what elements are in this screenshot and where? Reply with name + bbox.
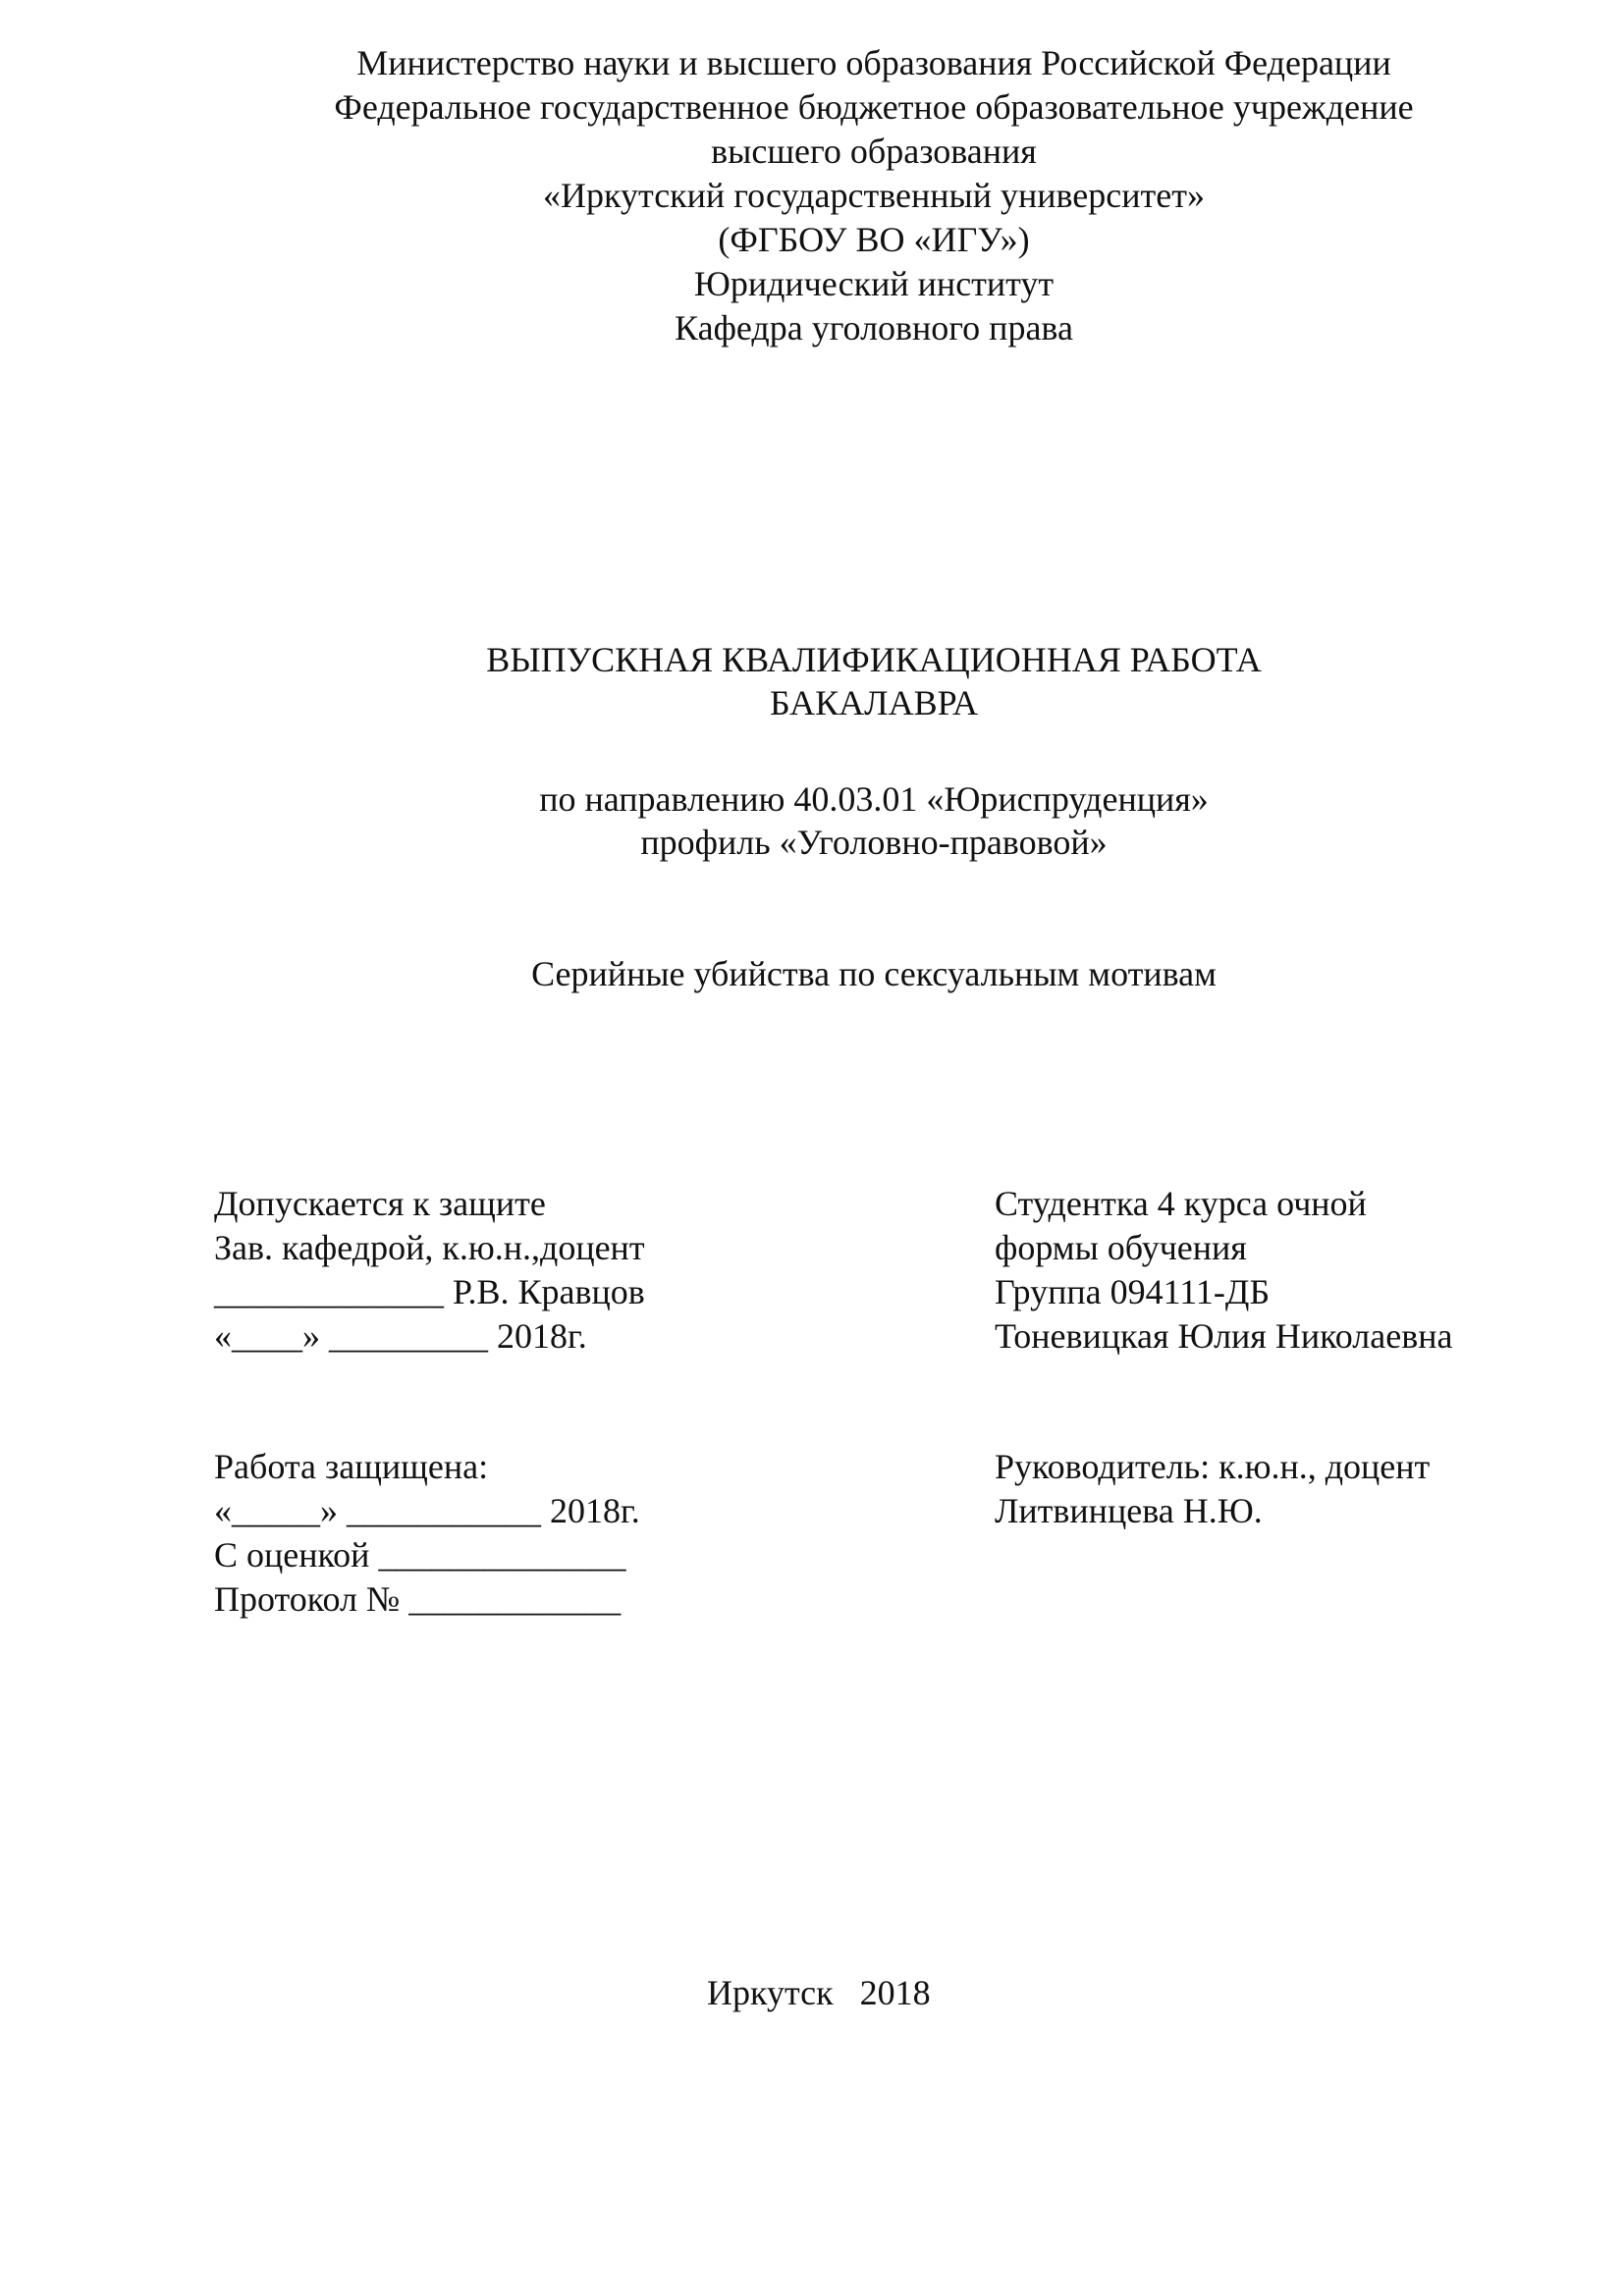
defense-line-3: С оценкой ______________ [214,1535,626,1575]
defense-line-1: Работа защищена: [214,1447,489,1486]
work-title [0,638,1624,724]
thesis-topic: Серийные убийства по сексуальным мотивам [531,954,1217,993]
institution-header [0,41,1624,350]
institution-type-line: Федеральное государственное бюджетное образовательное учреждение [334,87,1414,127]
student-line-3: Группа 094111-ДБ [995,1272,1271,1311]
university-name-line: «Иркутский государственный университет» [543,176,1205,215]
student-block [995,1182,1452,1359]
supervisor-block [995,1445,1430,1533]
defense-line-4: Протокол № ____________ [214,1579,622,1619]
department-line: Кафедра уголовного права [675,308,1073,347]
admission-line-4: «____» _________ 2018г. [214,1316,587,1356]
city-year: Иркутск 2018 [707,1973,931,2012]
admission-line-1: Допускается к защите [214,1184,546,1223]
profile-line: профиль «Уголовно-правовой» [640,823,1108,862]
work-title-line-2: БАКАЛАВРА [769,683,979,722]
defense-block [214,1445,640,1622]
student-line-4: Тоневицкая Юлия Николаевна [995,1316,1453,1356]
university-abbr-line: (ФГБОУ ВО «ИГУ») [718,220,1030,259]
student-line-1: Студентка 4 курса очной [995,1184,1367,1223]
direction-line: по направлению 40.03.01 «Юриспруденция» [539,779,1209,819]
ministry-line: Министерство науки и высшего образования Российской Федерации [356,43,1391,82]
supervisor-line-1: Руководитель: к.ю.н., доцент [995,1447,1431,1486]
study-direction [0,777,1624,864]
work-title-line-1: ВЫПУСКНАЯ КВАЛИФИКАЦИОННАЯ РАБОТА [486,640,1262,679]
admission-line-2: Зав. кафедрой, к.ю.н.,доцент [214,1228,645,1267]
institute-line: Юридический институт [693,264,1055,303]
supervisor-line-2: Литвинцева Н.Ю. [995,1491,1263,1530]
admission-block [214,1182,645,1359]
student-line-2: формы обучения [995,1228,1247,1267]
defense-line-2: «_____» ___________ 2018г. [214,1491,640,1530]
admission-line-3: _____________ Р.В. Кравцов [214,1272,645,1311]
education-level-line: высшего образования [711,132,1037,171]
